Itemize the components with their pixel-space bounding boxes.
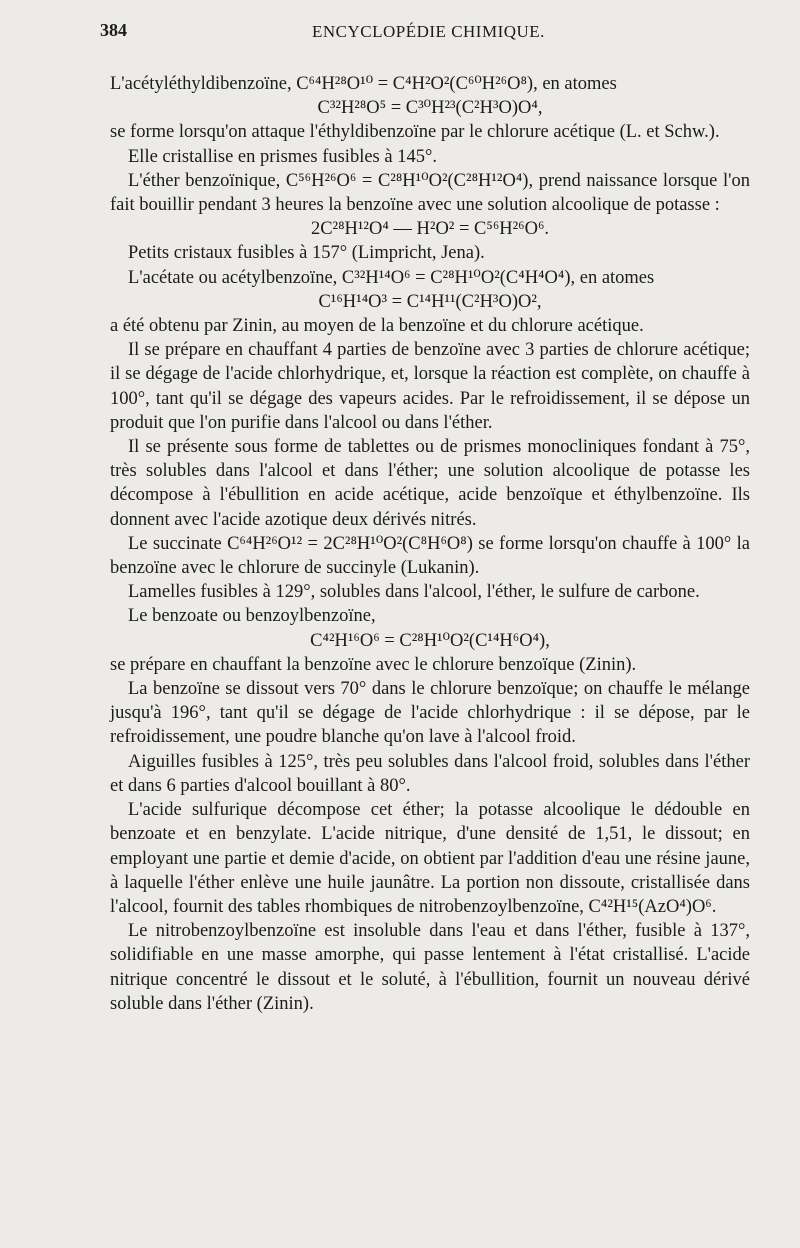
paragraph-benzoate-prep: se prépare en chauffant la benzoïne avec le chlorure benzoïque (Zinin). bbox=[110, 654, 637, 675]
paragraph-formation: se forme lorsqu'on attaque l'éthyldibenzoïne par le chlorure acétique (L. et Schw.). bbox=[110, 122, 720, 143]
paragraph-acetylethyldibenzoine: L'acétyléthyldibenzoïne, C⁶⁴H²⁸O¹⁰ = C⁴H²O²(C⁶⁰H²⁶O⁸), en atomes bbox=[110, 74, 617, 94]
paragraph-petits-cristaux: Petits cristaux fusibles à 157° (Limpricht, Jena). bbox=[128, 243, 485, 264]
paragraph-dissolution: La benzoïne se dissout vers 70° dans le chlorure benzoïque; on chauffe le mélange jusqu'à 196°, tant qu'il se dégage de l'acide chlorhydrique : il se dépose, par le refroidissement, une poudre blanche qu'on lave à l'alcool froid. bbox=[110, 679, 750, 748]
paragraph-zinin: a été obtenu par Zinin, au moyen de la benzoïne et du chlorure acétique. bbox=[110, 316, 644, 337]
paragraph-ether-benzoinique: L'éther benzoïnique, C⁵⁶H²⁶O⁶ = C²⁸H¹⁰O²(C²⁸H¹²O⁴), prend naissance lorsque l'on fait bouillir pendant 3 heures la benzoïne avec une solution alcoolique de potasse : bbox=[110, 170, 750, 216]
paragraph-aiguilles: Aiguilles fusibles à 125°, très peu solubles dans l'alcool froid, solubles dans l'éther et dans 6 parties d'alcool bouillant à 80°. bbox=[110, 751, 750, 796]
paragraph-acide-sulfurique: L'acide sulfurique décompose cet éther; la potasse alcoolique le dédouble en benzoate et en benzylate. L'acide nitrique, d'une densité de 1,51, le dissout; en employant une partie et demie d'acide, on obtient par l'addition d'eau une résine jaune, à laquelle l'éther enlève une huile jaunâtre. La portion non dissoute, cristallisée dans l'alcool, fournit des tables rhombiques de nitrobenzoylbenzoïne, C⁴²H¹⁵(AzO⁴)O⁶. bbox=[110, 800, 750, 917]
paragraph-succinate: Le succinate C⁶⁴H²⁶O¹² = 2C²⁸H¹⁰O²(C⁸H⁶O⁸) se forme lorsqu'on chauffe à 100° la benzoïne avec le chlorure de succinyle (Lukanin). bbox=[110, 533, 750, 579]
page-body bbox=[110, 72, 750, 1016]
running-title: ENCYCLOPÉDIE CHIMIQUE. bbox=[312, 22, 545, 41]
page-header bbox=[100, 20, 750, 46]
paragraph-preparation: Il se prépare en chauffant 4 parties de benzoïne avec 3 parties de chlorure acétique; il se dégage de l'acide chlorhydrique, et, lorsque la réaction est complète, on chauffe à 100°, tant qu'il se dégage des vapeurs acides. Par le refroidissement, il se dépose un produit que l'on purifie dans l'alcool ou dans l'éther. bbox=[110, 340, 750, 433]
page-number: 384 bbox=[100, 20, 127, 40]
paragraph-acetate: L'acétate ou acétylbenzoïne, C³²H¹⁴O⁶ = C²⁸H¹⁰O²(C⁴H⁴O⁴), en atomes bbox=[128, 267, 655, 288]
formula-atoms-1: C³²H²⁸O⁵ = C³⁰H²³(C²H³O)O⁴, bbox=[317, 98, 543, 119]
formula-atoms-2: C¹⁶H¹⁴O³ = C¹⁴H¹¹(C²H³O)O², bbox=[318, 291, 542, 312]
formula-benzoate: C⁴²H¹⁶O⁶ = C²⁸H¹⁰O²(C¹⁴H⁶O⁴), bbox=[310, 630, 550, 651]
paragraph-tablettes: Il se présente sous forme de tablettes ou de prismes monocliniques fondant à 75°, très solubles dans l'alcool et dans l'éther; une solution alcoolique de potasse les décompose à l'ébullition en acide acétique, acide benzoïque et éthylbenzoïne. Ils donnent avec l'acide azotique deux dérivés nitrés. bbox=[110, 437, 750, 530]
paragraph-crystallise: Elle cristallise en prismes fusibles à 145°. bbox=[128, 146, 437, 167]
formula-reaction: 2C²⁸H¹²O⁴ — H²O² = C⁵⁶H²⁶O⁶. bbox=[310, 219, 550, 240]
paragraph-nitrobenzoylbenzoine: Le nitrobenzoylbenzoïne est insoluble dans l'eau et dans l'éther, fusible à 137°, solidifiable en une masse amorphe, qui passe lentement à l'état cristallisé. L'acide nitrique concentré le dissout et le soluté, à l'ébullition, fournit un nouveau dérivé soluble dans l'éther (Zinin). bbox=[110, 921, 750, 1014]
paragraph-lamelles: Lamelles fusibles à 129°, solubles dans l'alcool, l'éther, le sulfure de carbone. bbox=[128, 582, 700, 603]
paragraph-benzoate: Le benzoate ou benzoylbenzoïne, bbox=[128, 606, 376, 627]
